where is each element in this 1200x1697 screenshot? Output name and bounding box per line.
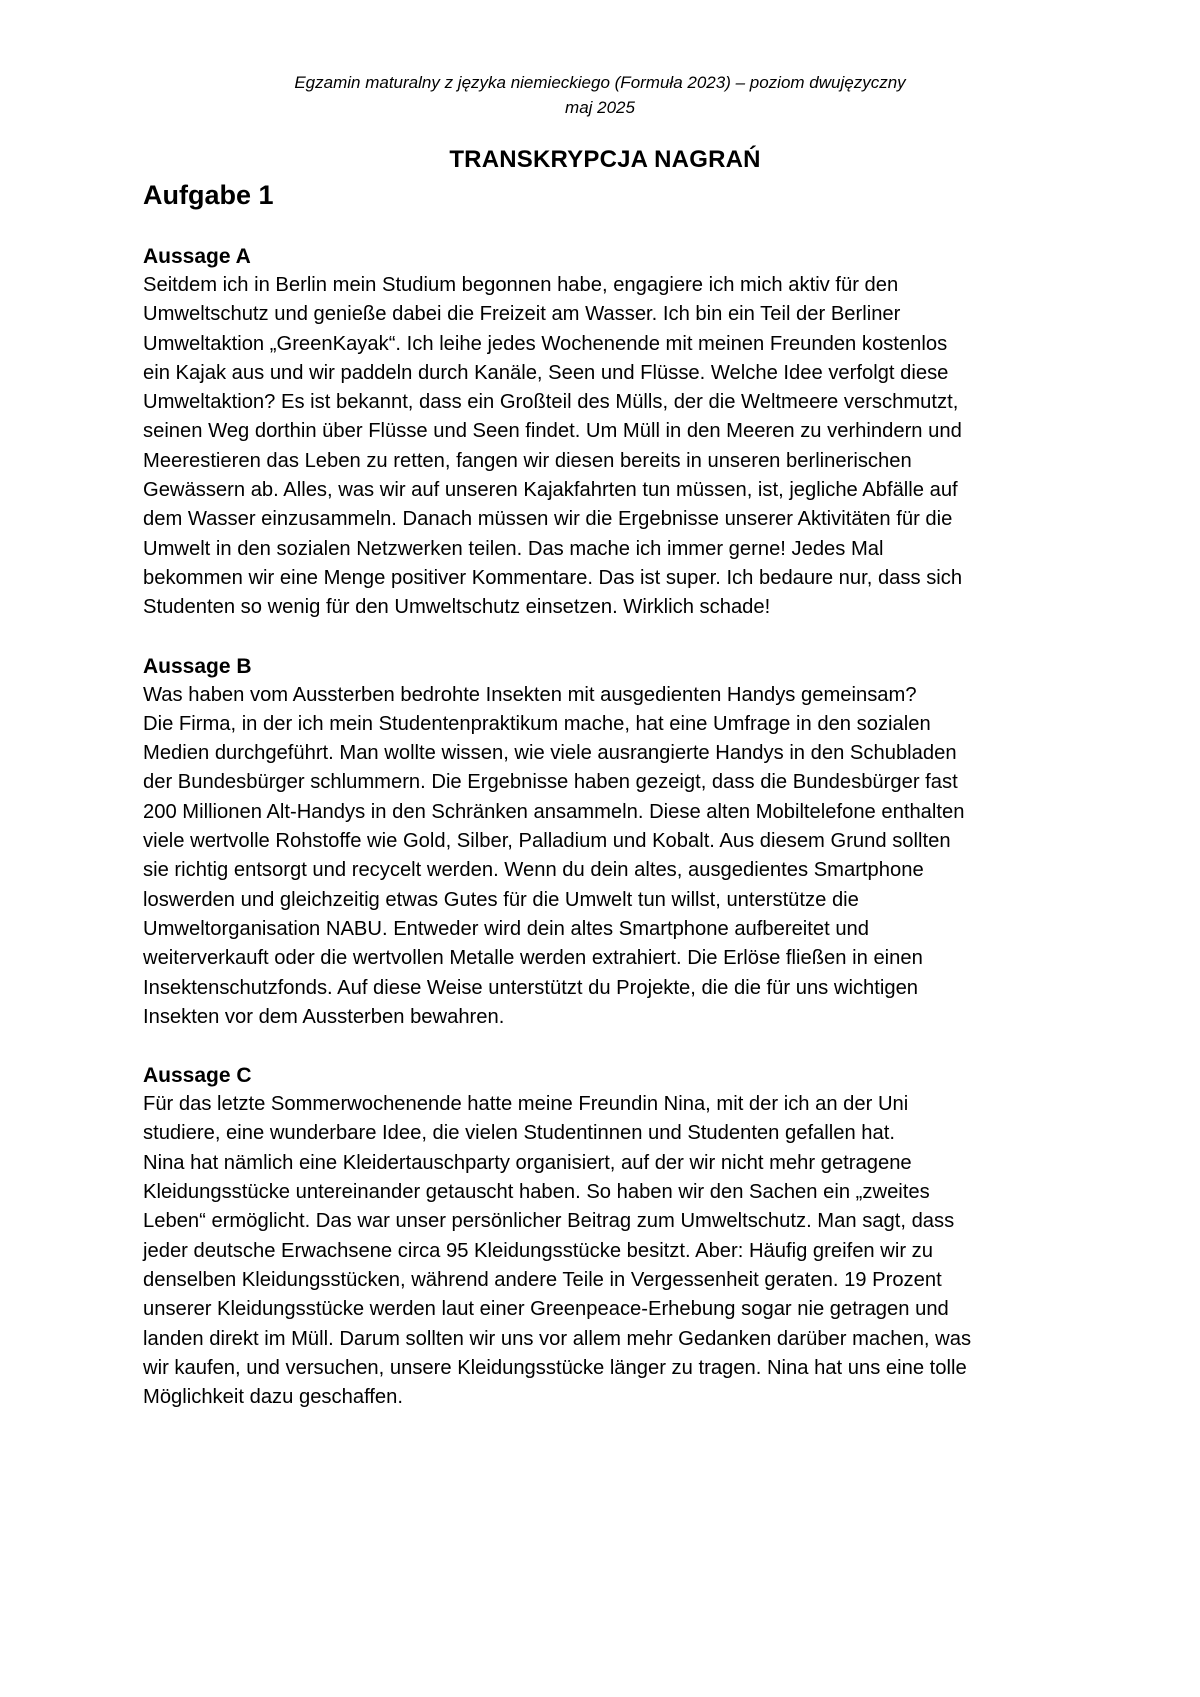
transcript-content [143,242,1073,1441]
exam-title-line: Egzamin maturalny z języka niemieckiego (Formuła 2023) – poziom dwujęzyczny [294,73,906,92]
section-title: Aussage B [143,654,252,678]
section-title: Aussage C [143,1064,252,1088]
section-aussage-c [143,1061,1073,1412]
task-title: Aufgabe 1 [143,180,274,210]
page-header [0,70,1200,120]
section-text: Was haben vom Aussterben bedrohte Insekten mit ausgedienten Handys gemeinsam? Die Firma, in der ich mein Studentenpraktikum mache, hat eine Umfrage in den sozialen Medien durchgeführt. Man wollte wissen, wie viele ausrangierte Handys in den Schubladen der Bundesbürger schlummern. Die Ergebnisse haben gezeigt, dass die Bundesbürger fast 200 Millionen Alt-Handys in den Schränken ansammeln. Diese alten Mobiltelefone enthalten viele wertvolle Rohstoffe wie Gold, Silber, Palladium und Kobalt. Aus diesem Grund sollten sie richtig entsorgt und recycelt werden. Wenn du dein altes, ausgedientes Smartphone loswerden und gleichzeitig etwas Gutes für die Umwelt tun willst, unterstütze die Umweltorganisation NABU. Entweder wird dein altes Smartphone aufbereitet und weiterverkauft oder die wertvollen Metalle werden extrahiert. Die Erlöse fließen in einen Insektenschutzfonds. Auf diese Weise unterstützt du Projekte, die die für uns wichtigen Insekten vor dem Aussterben bewahren. [143,683,965,1028]
section-aussage-a [143,242,1073,623]
section-title: Aussage A [143,245,251,268]
section-text: Seitdem ich in Berlin mein Studium begonnen habe, engagiere ich mich aktiv für den Umweltschutz und genieße dabei die Freizeit am Wasser. Ich bin ein Teil der Berliner Umweltaktion „GreenKayak“. Ich leihe jedes Wochenende mit meinen Freunden kostenlos ein Kajak aus und wir paddeln durch Kanäle, Seen und Flüsse. Welche Idee verfolgt diese Umweltaktion? Es ist bekannt, dass ein Großteil des Mülls, der die Weltmeere verschmutzt, seinen Weg dorthin über Flüsse und Seen findet. Um Müll in den Meeren zu verhindern und Meerestieren das Leben zu retten, fangen wir diesen bereits in unseren berlinerischen Gewässern ab. Alles, was wir auf unseren Kajakfahrten tun müssen, ist, jegliche Abfälle auf dem Wasser einzusammeln. Danach müssen wir die Ergebnisse unserer Aktivitäten für die Umwelt in den sozialen Netzwerken teilen. Das mache ich immer gerne! Jedes Mal bekommen wir eine Menge positiver Kommentare. Das ist super. Ich bedaure nur, dass sich Studenten so wenig für den Umweltschutz einsetzen. Wirklich schade! [143,274,963,619]
document-title: TRANSKRYPCJA NAGRAŃ [449,146,761,173]
exam-date-line: maj 2025 [565,98,635,117]
section-text: Für das letzte Sommerwochenende hatte meine Freundin Nina, mit der ich an der Uni studiere, eine wunderbare Idee, die vielen Studentinnen und Studenten gefallen hat. Nina hat nämlich eine Kleidertauschparty organisiert, auf der wir nicht mehr getragene Kleidungsstücke untereinander getauscht haben. So haben wir den Sachen ein „zweites Leben“ ermöglicht. Das war unser persönlicher Beitrag zum Umweltschutz. Man sagt, dass jeder deutsche Erwachsene circa 95 Kleidungsstücke besitzt. Aber: Häufig greifen wir zu denselben Kleidungsstücken, während andere Teile in Vergessenheit geraten. 19 Prozent unserer Kleidungsstücke werden laut einer Greenpeace-Erhebung sogar nie getragen und landen direkt im Müll. Darum sollten wir uns vor allem mehr Gedanken darüber machen, was wir kaufen, und versuchen, unsere Kleidungsstücke länger zu tragen. Nina hat uns eine tolle Möglichkeit dazu geschaffen. [143,1093,972,1409]
section-aussage-b [143,652,1073,1033]
